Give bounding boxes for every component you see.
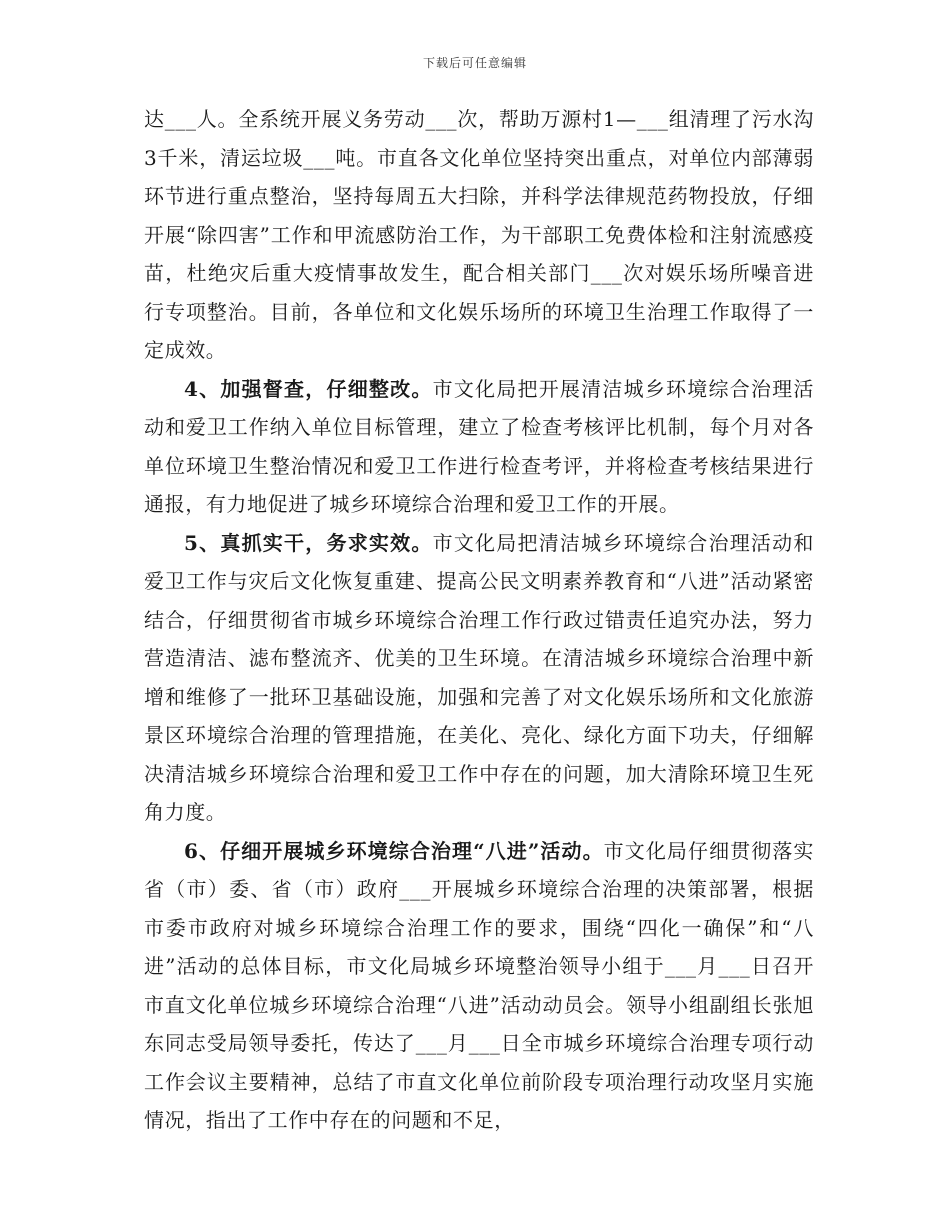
paragraph-heading: 5、真抓实干，务求实效。: [184, 530, 433, 555]
paragraph-text: 市文化局仔细贯彻落实省（市）委、省（市）政府___开展城乡环境综合治理的决策部署，根据市委市政府对城乡环境综合治理工作的要求，围绕“四化一确保”和“八进”活动的总体目标，市文化局城乡环境整治领导小组于___月___日召开市直文化单位城乡环境综合治理“八进”活动动员会。领导小组副组长张旭东同志受局领导委托，传达了___月___日全市城乡环境综合治理专项行动工作会议主要精神，总结了市直文化单位前阶段专项治理行动攻坚月实施情况，指出了工作中存在的问题和不足，: [144, 838, 814, 1132]
paragraph-6: [144, 832, 814, 1140]
paragraph-heading: 4、加强督查，仔细整改。: [184, 376, 433, 401]
document-body: [144, 100, 814, 1140]
paragraph-5: [144, 524, 814, 832]
paragraph-continuation: [144, 100, 814, 370]
paragraph-text: 市文化局把开展清洁城乡环境综合治理活动和爱卫工作纳入单位目标管理，建立了检查考核评比机制，每个月对各单位环境卫生整治情况和爱卫工作进行检查考评，并将检查考核结果进行通报，有力地促进了城乡环境综合治理和爱卫工作的开展。: [144, 376, 814, 516]
paragraph-4: [144, 370, 814, 524]
paragraph-text: 达___人。全系统开展义务劳动___次，帮助万源村1—___组清理了污水沟3千米，清运垃圾___吨。市直各文化单位坚持突出重点，对单位内部薄弱环节进行重点整治，坚持每周五大扫除，并科学法律规范药物投放，仔细开展“除四害”工作和甲流感防治工作，为干部职工免费体检和注射流感疫苗，杜绝灾后重大疫情事故发生，配合相关部门___次对娱乐场所噪音进行专项整治。目前，各单位和文化娱乐场所的环境卫生治理工作取得了一定成效。: [144, 107, 814, 362]
paragraph-heading: 6、仔细开展城乡环境综合治理“八进”活动。: [184, 838, 604, 863]
paragraph-text: 市文化局把清洁城乡环境综合治理活动和爱卫工作与灾后文化恢复重建、提高公民文明素养教育和“八进”活动紧密结合，仔细贯彻省市城乡环境综合治理工作行政过错责任追究办法，努力营造清洁、滤布整流齐、优美的卫生环境。在清洁城乡环境综合治理中新增和维修了一批环卫基础设施，加强和完善了对文化娱乐场所和文化旅游景区环境综合治理的管理措施，在美化、亮化、绿化方面下功夫，仔细解决清洁城乡环境综合治理和爱卫工作中存在的问题，加大清除环境卫生死角力度。: [144, 530, 814, 824]
page-header: 下载后可任意编辑: [422, 56, 527, 70]
